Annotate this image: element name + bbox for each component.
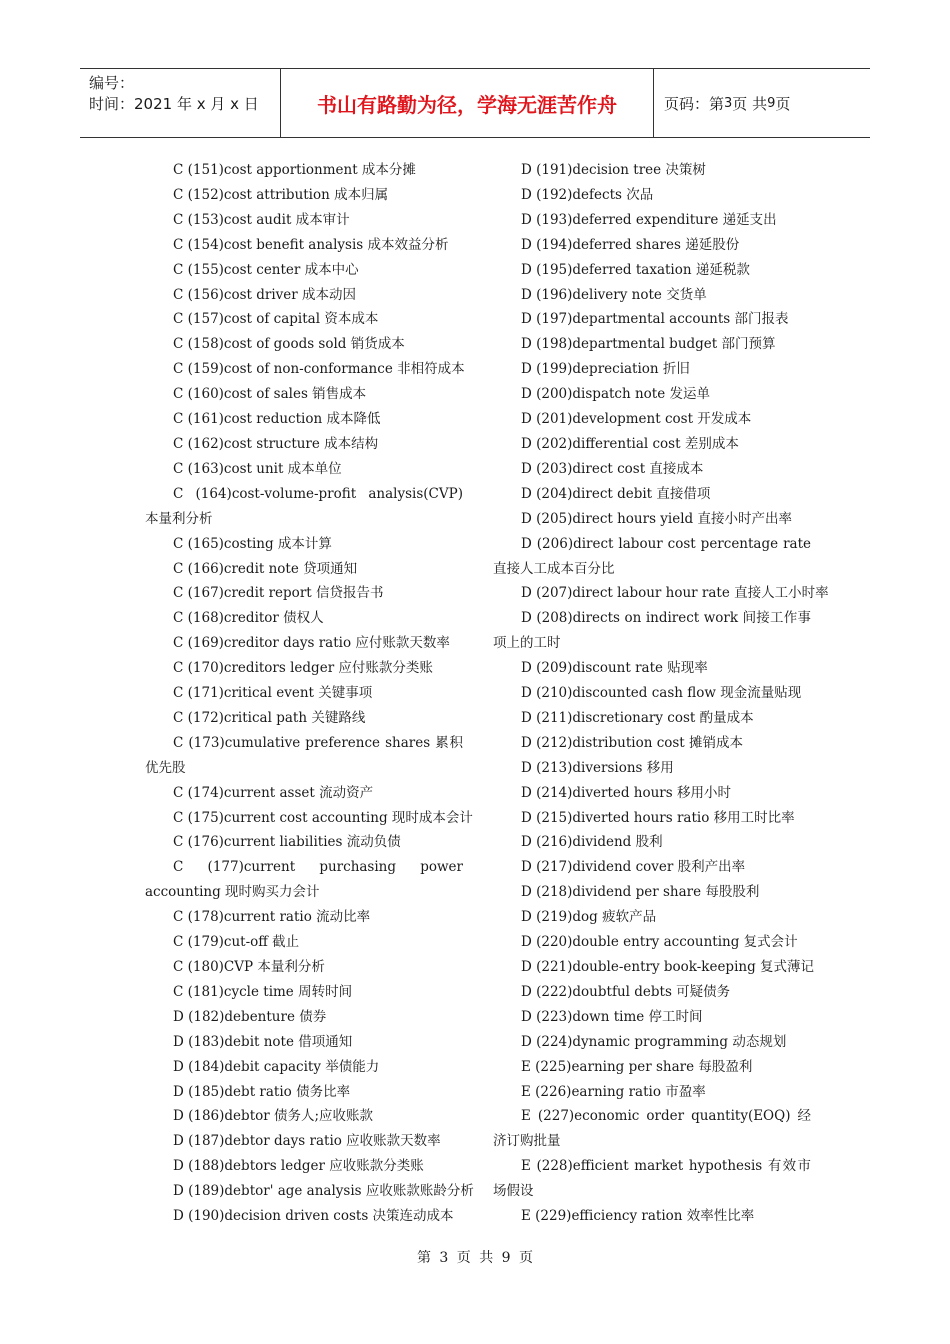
glossary-entry: D (213)diversions 移用 [521, 759, 674, 776]
glossary-entry: D (212)distribution cost 摊销成本 [521, 734, 744, 751]
glossary-entry: D (203)direct cost 直接成本 [521, 460, 704, 477]
glossary-entry: D (211)discretionary cost 酌量成本 [521, 709, 754, 726]
glossary-entry: E (228)efficient market hypothesis 有效市场假设 [493, 1158, 811, 1200]
glossary-entry: D (183)debit note 借项通知 [173, 1033, 353, 1050]
glossary-entry: D (193)deferred expenditure 递延支出 [521, 211, 777, 228]
glossary-entry: C (173)cumulative preference shares 累积优先股 [145, 734, 463, 776]
glossary-entry: D (214)diverted hours 移用小时 [521, 784, 731, 801]
glossary-entry: D (185)debt ratio 债务比率 [173, 1083, 351, 1100]
glossary-entry: D (202)differential cost 差别成本 [521, 435, 739, 452]
glossary-entry: C (155)cost center 成本中心 [173, 261, 359, 278]
glossary-entry: C (157)cost of capital 资本成本 [173, 311, 379, 328]
glossary-entry: C (172)critical path 关键路线 [173, 709, 366, 726]
glossary-entry: D (222)doubtful debts 可疑债务 [521, 983, 731, 1000]
glossary-entry: C (181)cycle time 周转时间 [173, 983, 353, 1000]
glossary-entry: C (179)cut-off 截止 [173, 934, 300, 951]
header-page-indicator [654, 69, 870, 137]
page-number: 3 [724, 95, 733, 111]
glossary-entry: C (154)cost benefit analysis 成本效益分析 [173, 236, 449, 253]
glossary-entry: D (199)depreciation 折旧 [521, 361, 690, 378]
glossary-entry: C (171)critical event 关键事项 [173, 685, 373, 702]
glossary-entry: E (229)efficiency ration 效率性比率 [521, 1208, 755, 1225]
document-number-label: 编号： [89, 74, 135, 92]
glossary-entry: C (156)cost driver 成本动因 [173, 286, 357, 303]
glossary-entry: C (175)current cost accounting 现时成本会计 [173, 809, 473, 826]
glossary-entry: D (208)directs on indirect work 间接工作事项上的工时 [493, 610, 811, 652]
glossary-entry: D (200)dispatch note 发运单 [521, 386, 710, 403]
glossary-entry: C (167)credit report 信贷报告书 [173, 585, 384, 602]
glossary-entry: C (178)current ratio 流动比率 [173, 909, 371, 926]
header-table [80, 68, 870, 138]
glossary-entry: C (159)cost of non-conformance 非相符成本 [173, 361, 465, 378]
page-label-suffix: 页 [775, 94, 791, 113]
header-motto: 书山有路勤为径，学海无涯苦作舟 [281, 69, 654, 137]
glossary-entry: C (163)cost unit 成本单位 [173, 460, 342, 477]
glossary-entry: D (224)dynamic programming 动态规划 [521, 1033, 787, 1050]
glossary-column-left [145, 158, 474, 1229]
glossary-entry: D (191)decision tree 决策树 [521, 162, 706, 178]
glossary-entry: D (186)debtor 债务人;应收账款 [173, 1108, 374, 1125]
glossary-entry: D (215)diverted hours ratio 移用工时比率 [521, 809, 795, 826]
glossary-entry: D (187)debtor days ratio 应收账款天数率 [173, 1133, 441, 1150]
glossary-entry: C (177)current purchasing power accounting 现时购买力会计 [145, 859, 463, 901]
page-footer: 第 3 页 共 9 页 [416, 1250, 534, 1266]
glossary-entry: C (165)costing 成本计算 [173, 535, 332, 552]
glossary-entry: C (160)cost of sales 销售成本 [173, 386, 367, 403]
glossary-entry: C (162)cost structure 成本结构 [173, 435, 379, 452]
glossary-entry: D (223)down time 停工时间 [521, 1008, 703, 1025]
glossary-entry: E (226)earning ratio 市盈率 [521, 1083, 706, 1100]
glossary-entry: C (164)cost-volume-profit analysis(CVP) 本量利分析 [145, 485, 463, 527]
glossary-entry: D (221)double-entry book-keeping 复式薄记 [521, 959, 815, 975]
page-total: 9 [767, 95, 776, 111]
glossary-entry: C (153)cost audit 成本审计 [173, 211, 350, 228]
glossary-entry: D (201)development cost 开发成本 [521, 411, 752, 428]
glossary-entry: D (194)deferred shares 递延股份 [521, 236, 740, 253]
glossary-entry: D (205)direct hours yield 直接小时产出率 [521, 510, 792, 527]
glossary-entry: D (209)discount rate 贴现率 [521, 660, 708, 677]
glossary-entry: C (151)cost apportionment 成本分摊 [173, 162, 416, 178]
glossary-entry: D (190)decision driven costs 决策连动成本 [173, 1208, 454, 1225]
glossary-entry: D (197)departmental accounts 部门报表 [521, 311, 789, 328]
glossary-entry: D (219)dog 疲软产品 [521, 909, 657, 926]
header-meta [80, 69, 281, 137]
glossary-entry: D (195)deferred taxation 递延税款 [521, 261, 750, 278]
glossary-entry: C (168)creditor 债权人 [173, 610, 324, 627]
glossary-entry: E (225)earning per share 每股盈利 [521, 1058, 753, 1075]
glossary-entry: C (166)credit note 贷项通知 [173, 560, 358, 577]
glossary-entry: D (220)double entry accounting 复式会计 [521, 934, 798, 951]
glossary-entry: D (189)debtor' age analysis 应收账款账龄分析 [173, 1183, 474, 1200]
glossary-entry: D (216)dividend 股利 [521, 834, 663, 851]
glossary-entry: D (182)debenture 债券 [173, 1008, 327, 1025]
document-time-label: 时间：2021 年 x 月 x 日 [89, 95, 259, 113]
glossary-entry: D (192)defects 次品 [521, 186, 654, 203]
glossary-entry: D (204)direct debit 直接借项 [521, 485, 711, 502]
glossary-entry: C (161)cost reduction 成本降低 [173, 411, 381, 428]
glossary-entry: C (170)creditors ledger 应付账款分类账 [173, 660, 433, 677]
page-label-prefix: 页码：第 [664, 94, 725, 113]
glossary-entry: D (196)delivery note 交货单 [521, 286, 707, 303]
page-label-mid: 页 共 [732, 94, 768, 113]
glossary-entry: D (207)direct labour hour rate 直接人工小时率 [521, 585, 829, 602]
glossary-entry: E (227)economic order quantity(EOQ) 经济订购批量 [493, 1108, 811, 1150]
glossary-entry: C (158)cost of goods sold 销货成本 [173, 336, 405, 353]
glossary-entry: D (188)debtors ledger 应收账款分类账 [173, 1158, 424, 1175]
glossary-entry: D (218)dividend per share 每股股利 [521, 884, 760, 901]
glossary-entry: D (210)discounted cash flow 现金流量贴现 [521, 685, 802, 702]
glossary-entry: D (198)departmental budget 部门预算 [521, 336, 776, 353]
glossary-entry: D (206)direct labour cost percentage rate 直接人工成本百分比 [493, 535, 811, 577]
glossary-entry: C (152)cost attribution 成本归属 [173, 186, 389, 203]
glossary-entry: C (174)current asset 流动资产 [173, 784, 374, 801]
glossary-column-right [493, 158, 829, 1229]
glossary-entry: C (176)current liabilities 流动负债 [173, 834, 401, 851]
glossary-entry: C (180)CVP 本量利分析 [173, 959, 325, 975]
glossary-entry: C (169)creditor days ratio 应付账款天数率 [173, 635, 450, 652]
glossary-entry: D (217)dividend cover 股利产出率 [521, 859, 746, 876]
glossary-entry: D (184)debit capacity 举债能力 [173, 1058, 380, 1075]
